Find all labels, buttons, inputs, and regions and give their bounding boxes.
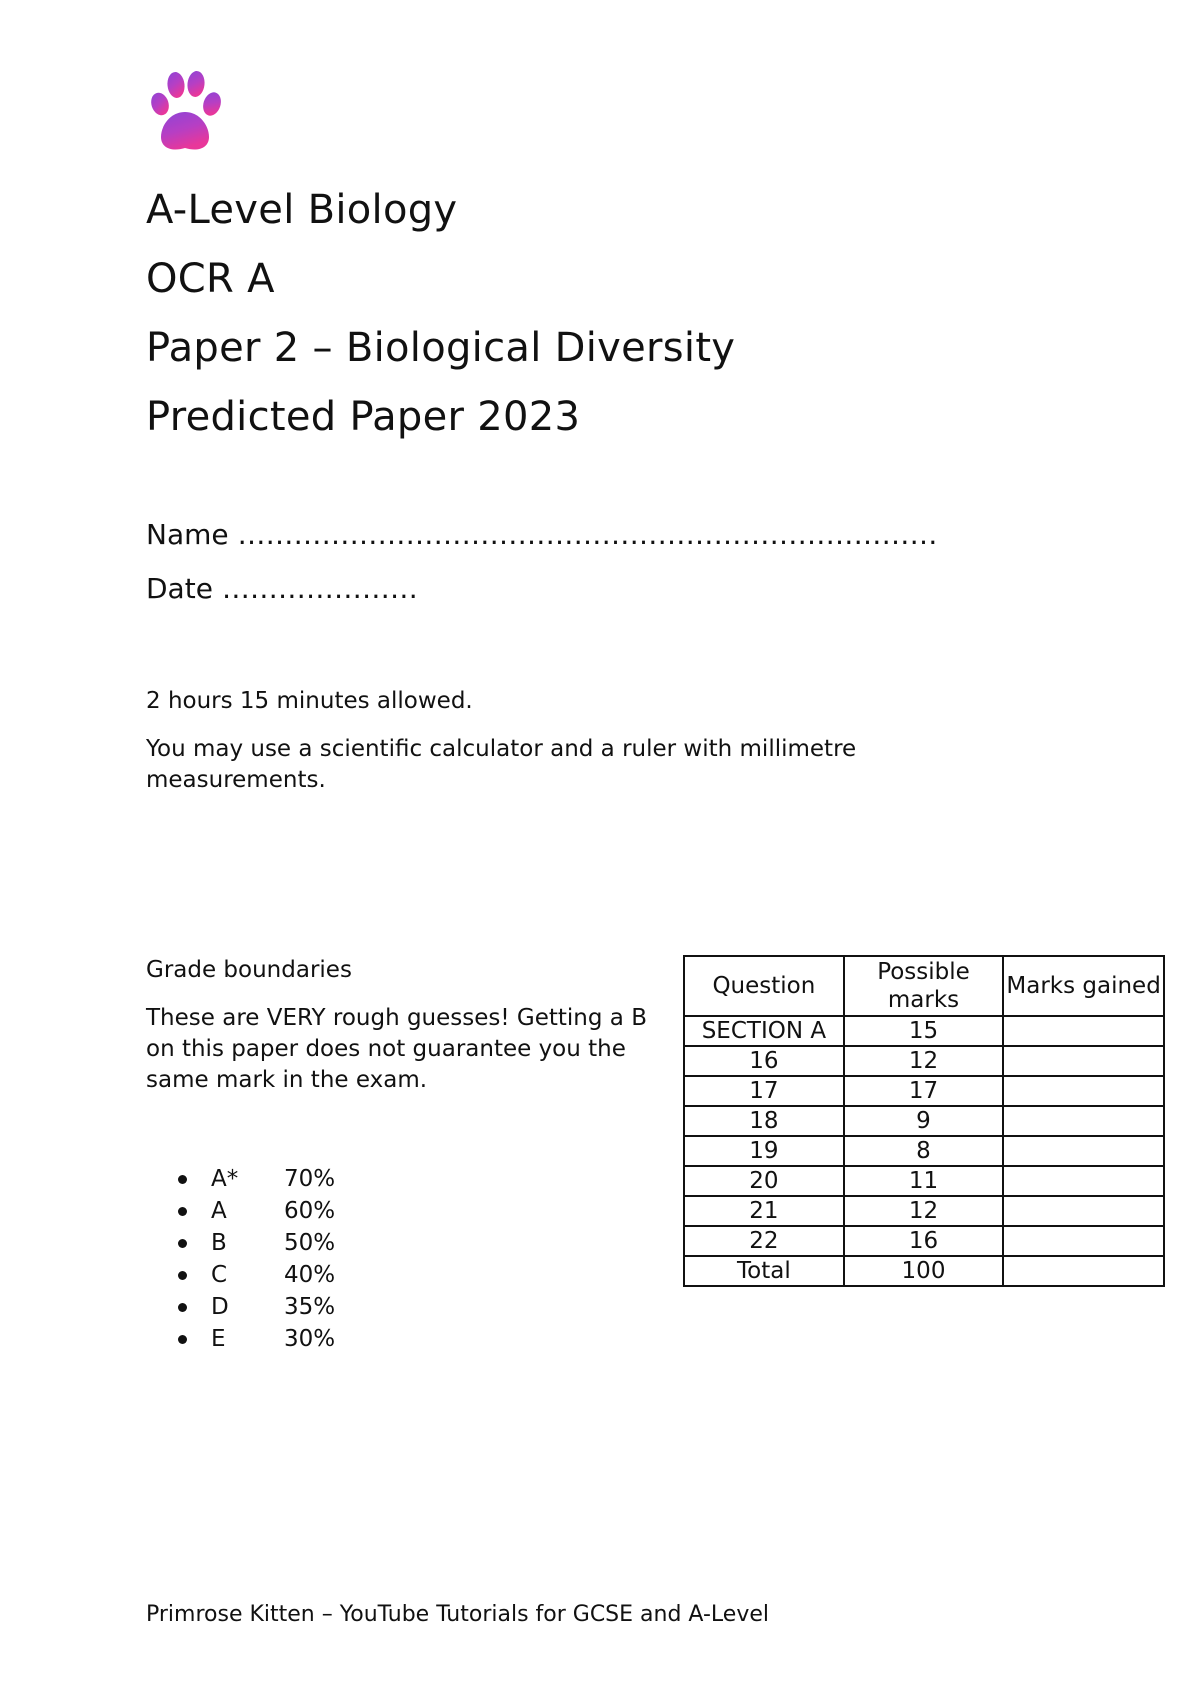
grade-list xyxy=(178,1163,335,1355)
question-cell: 22 xyxy=(684,1226,844,1256)
grade-letter: A xyxy=(211,1198,227,1224)
grade-boundaries xyxy=(146,955,666,1096)
title-paper: Paper 2 – Biological Diversity xyxy=(146,325,736,371)
grade-percent: 40% xyxy=(284,1262,336,1288)
table-row xyxy=(684,1136,1164,1166)
table-row xyxy=(684,1196,1164,1226)
table-row xyxy=(684,1226,1164,1256)
list-item xyxy=(178,1259,335,1291)
header-question: Question xyxy=(684,956,844,1016)
list-item xyxy=(178,1163,335,1195)
question-cell: 18 xyxy=(684,1106,844,1136)
question-cell: 21 xyxy=(684,1196,844,1226)
paw-print-icon xyxy=(146,68,224,154)
grade-letter: C xyxy=(211,1262,228,1288)
total-gained-cell[interactable] xyxy=(1003,1256,1164,1286)
table-row xyxy=(684,1106,1164,1136)
title-subject: A-Level Biology xyxy=(146,187,458,233)
grade-letter: B xyxy=(211,1230,227,1256)
footer-text: Primrose Kitten – YouTube Tutorials for GCSE and A-Level xyxy=(146,1602,769,1627)
grade-letter: A* xyxy=(211,1166,239,1192)
table-header-row xyxy=(684,956,1164,1016)
bullet-icon xyxy=(178,1335,187,1344)
table-row xyxy=(684,1016,1164,1046)
table-row xyxy=(684,1166,1164,1196)
marks-gained-cell[interactable] xyxy=(1003,1016,1164,1046)
name-field: Name ………………………………………………………………… xyxy=(146,518,938,551)
grade-letter: E xyxy=(211,1326,226,1352)
question-cell: 17 xyxy=(684,1076,844,1106)
grade-letter: D xyxy=(211,1294,229,1320)
list-item xyxy=(178,1227,335,1259)
marks-table xyxy=(683,955,1165,1287)
question-cell: 20 xyxy=(684,1166,844,1196)
marks-gained-cell[interactable] xyxy=(1003,1076,1164,1106)
bullet-icon xyxy=(178,1207,187,1216)
marks-gained-cell[interactable] xyxy=(1003,1136,1164,1166)
possible-marks-cell: 8 xyxy=(844,1136,1003,1166)
bullet-icon xyxy=(178,1239,187,1248)
table-row xyxy=(684,1046,1164,1076)
total-label-cell: Total xyxy=(684,1256,844,1286)
possible-marks-cell: 17 xyxy=(844,1076,1003,1106)
marks-gained-cell[interactable] xyxy=(1003,1196,1164,1226)
marks-gained-cell[interactable] xyxy=(1003,1106,1164,1136)
question-cell: 19 xyxy=(684,1136,844,1166)
time-allowed: 2 hours 15 minutes allowed. xyxy=(146,688,473,714)
grade-percent: 50% xyxy=(284,1230,336,1256)
grade-percent: 30% xyxy=(284,1326,336,1352)
total-marks-cell: 100 xyxy=(844,1256,1003,1286)
title-predicted: Predicted Paper 2023 xyxy=(146,394,581,440)
grade-percent: 35% xyxy=(284,1294,336,1320)
question-cell: SECTION A xyxy=(684,1016,844,1046)
possible-marks-cell: 11 xyxy=(844,1166,1003,1196)
equipment-note: You may use a scientific calculator and a ruler with millimetre measurements. xyxy=(146,736,857,793)
instructions xyxy=(146,686,926,813)
possible-marks-cell: 16 xyxy=(844,1226,1003,1256)
possible-marks-cell: 9 xyxy=(844,1106,1003,1136)
grade-boundaries-note: These are VERY rough guesses! Getting a B on this paper does not guarantee you the same mark in the exam. xyxy=(146,1005,647,1093)
grade-percent: 60% xyxy=(284,1198,336,1224)
possible-marks-cell: 12 xyxy=(844,1046,1003,1076)
list-item xyxy=(178,1323,335,1355)
list-item xyxy=(178,1291,335,1323)
possible-marks-cell: 12 xyxy=(844,1196,1003,1226)
bullet-icon xyxy=(178,1271,187,1280)
marks-gained-cell[interactable] xyxy=(1003,1046,1164,1076)
marks-gained-cell[interactable] xyxy=(1003,1226,1164,1256)
table-row xyxy=(684,1076,1164,1106)
list-item xyxy=(178,1195,335,1227)
bullet-icon xyxy=(178,1175,187,1184)
document-title xyxy=(146,176,735,452)
possible-marks-cell: 15 xyxy=(844,1016,1003,1046)
header-marks-gained: Marks gained xyxy=(1003,956,1164,1016)
grade-boundaries-heading: Grade boundaries xyxy=(146,957,352,983)
marks-gained-cell[interactable] xyxy=(1003,1166,1164,1196)
header-possible-marks: Possible marks xyxy=(844,956,1003,1016)
table-total-row xyxy=(684,1256,1164,1286)
grade-percent: 70% xyxy=(284,1166,336,1192)
question-cell: 16 xyxy=(684,1046,844,1076)
title-exam-board: OCR A xyxy=(146,256,275,302)
date-field: Date ………………… xyxy=(146,572,418,605)
bullet-icon xyxy=(178,1303,187,1312)
